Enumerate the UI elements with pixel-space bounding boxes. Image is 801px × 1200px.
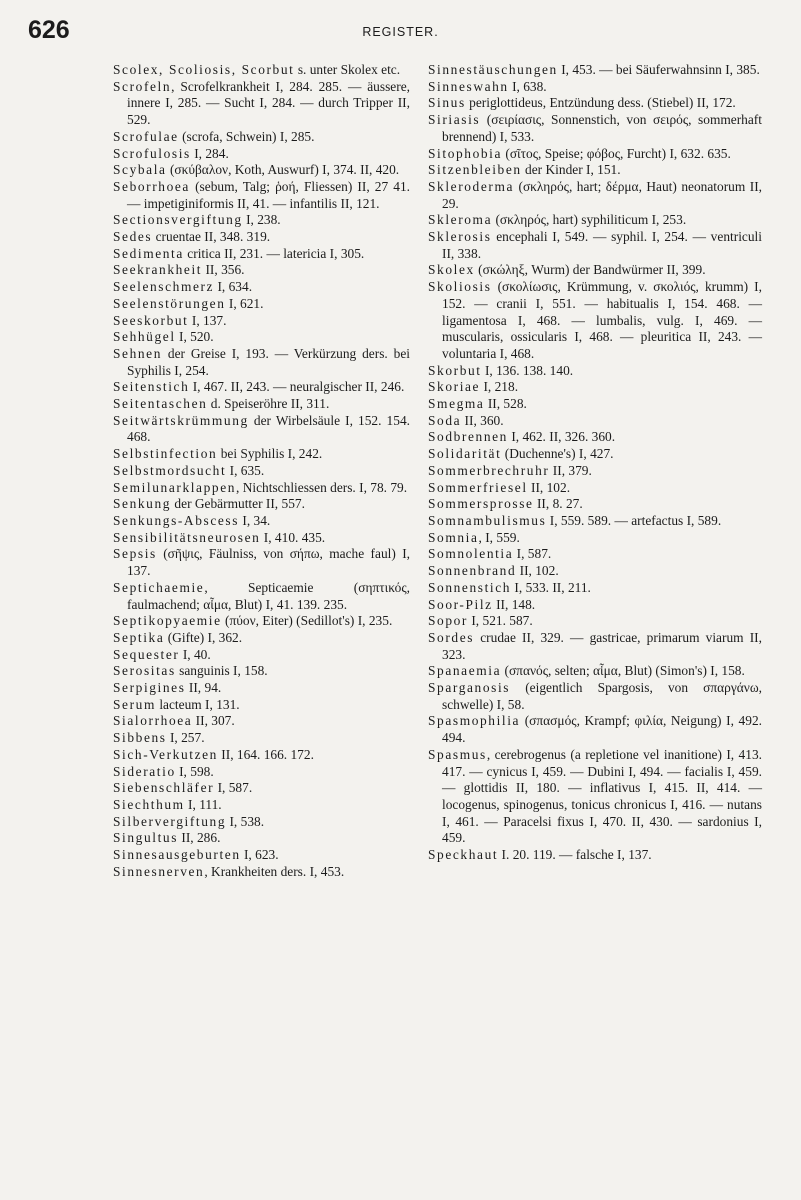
entry-references: (Gifte) I, 362. <box>164 629 243 645</box>
entry-headword: Siriasis <box>428 112 481 128</box>
entry-references: II, 286. <box>178 830 221 846</box>
entry-headword: Scolex, Scoliosis, Scorbut <box>113 62 295 77</box>
entry-headword: Scrofulosis <box>113 145 191 161</box>
index-entry <box>113 797 410 814</box>
entry-headword: Sommerbrechruhr <box>428 462 550 478</box>
entry-headword: Smegma <box>428 396 485 412</box>
index-entry <box>428 580 762 597</box>
entry-headword: Septikopyaemie <box>113 613 222 629</box>
entry-references: cruentae II, 348. 319. <box>152 229 271 245</box>
index-entry <box>428 463 762 480</box>
entry-references: I, 136. 138. 140. <box>481 362 574 378</box>
entry-references: I, 40. <box>179 646 211 662</box>
index-entry <box>428 446 762 463</box>
index-entry <box>113 580 410 613</box>
index-entry <box>113 647 410 664</box>
entry-headword: Sommersprosse <box>428 496 534 512</box>
entry-headword: Sich-Verkutzen <box>113 746 218 762</box>
index-entry <box>113 146 410 163</box>
index-entry <box>428 379 762 396</box>
index-entry <box>113 680 410 697</box>
index-entry <box>113 613 410 630</box>
entry-headword: Seelenstörungen <box>113 295 226 311</box>
entry-references: (σῆψις, Fäulniss, von σήπω, mache faul) I, 137. <box>127 546 410 579</box>
entry-headword: Seitentaschen <box>113 396 208 412</box>
entry-references: I, 638. <box>508 78 547 94</box>
entry-headword: Sparganosis <box>428 680 511 696</box>
entry-references: der Wirbelsäule I, 152. 154. 468. <box>127 412 410 445</box>
entry-references: II, 148. <box>492 596 536 612</box>
entry-headword: Sklerosis <box>428 229 492 245</box>
entry-headword: Sitzenbleiben <box>428 162 522 178</box>
index-entry <box>428 530 762 547</box>
entry-headword: Somnambulismus <box>428 512 547 528</box>
index-entry <box>428 563 762 580</box>
index-entry <box>113 730 410 747</box>
entry-headword: Sensibilitätsneurosen <box>113 529 261 545</box>
index-entry <box>428 396 762 413</box>
entry-references: sanguinis I, 158. <box>175 663 268 679</box>
entry-headword: Sinus <box>428 95 466 111</box>
entry-references: I. 20. 119. — falsche I, 137. <box>498 847 652 863</box>
entry-references: (σειρίασις, Sonnenstich, von σειρός, sommerhaft brennend) I, 533. <box>442 112 762 144</box>
entry-references: I, 587. <box>214 780 253 796</box>
index-entry <box>113 697 410 714</box>
entry-headword: Solidarität <box>428 446 502 462</box>
entry-references: der Gebärmutter II, 557. <box>171 496 305 512</box>
entry-headword: Sinnesausgeburten <box>113 847 241 863</box>
index-entry <box>428 363 762 380</box>
entry-headword: Skleroderma <box>428 178 515 194</box>
index-entry <box>428 279 762 363</box>
index-entry <box>113 663 410 680</box>
entry-references: II, 379. <box>549 462 592 478</box>
entry-references: I, 587. <box>513 546 552 562</box>
index-entry <box>113 713 410 730</box>
entry-references: (σκολίωσις, Krümmung, v. σκολιός, krumm) I, 152. — cranii I, 551. — habitualis I, 154. 468. — ligamentosa I, 468. — lumbalis, vulg. I, 469. — muscularis, ossicularis I, 468. — pleuritica II, 243. — voluntaria I, 468. <box>442 279 762 361</box>
entry-headword: Seitenstich <box>113 379 190 395</box>
entry-headword: Sideratio <box>113 763 176 779</box>
index-entry <box>428 847 762 864</box>
entry-references: , Septicaemie (σηπτικός, faulmachend; αἷμα, Blut) I, 41. 139. 235. <box>127 579 410 612</box>
entry-headword: Sommerfriesel <box>428 479 528 495</box>
index-entry <box>113 496 410 513</box>
entry-references: I, 559. 589. — artefactus I, 589. <box>546 512 722 528</box>
entry-references: der Greise I, 193. — Verkürzung ders. bei Syphilis I, 254. <box>127 345 410 378</box>
entry-headword: Sonnenstich <box>428 579 512 595</box>
entry-headword: Sedimenta <box>113 245 184 261</box>
index-entry <box>428 146 762 163</box>
index-entry <box>113 513 410 530</box>
index-entry <box>113 747 410 764</box>
index-entry <box>113 630 410 647</box>
entry-headword: Siechthum <box>113 796 185 812</box>
index-entry <box>113 814 410 831</box>
entry-headword: Skoliosis <box>428 279 492 295</box>
index-entry <box>113 830 410 847</box>
index-entry <box>428 597 762 614</box>
index-entry <box>113 262 410 279</box>
entry-references: I, 462. II, 326. 360. <box>507 429 616 445</box>
index-entry <box>428 413 762 430</box>
index-entry <box>113 296 410 313</box>
entry-references: II, 94. <box>185 680 222 696</box>
index-entry <box>428 630 762 663</box>
entry-references: I, 257. <box>166 730 205 746</box>
index-entry <box>113 212 410 229</box>
index-entry <box>428 212 762 229</box>
entry-references: I, 635. <box>226 462 265 478</box>
entry-headword: Spasmus <box>428 746 487 762</box>
entry-references: lacteum I, 131. <box>155 696 240 712</box>
entry-references: d. Speiseröhre II, 311. <box>207 396 330 412</box>
entry-references: (σκώληξ, Wurm) der Bandwürmer II, 399. <box>474 262 706 278</box>
index-entry <box>428 513 762 530</box>
index-entry <box>113 79 410 129</box>
index-entry <box>113 229 410 246</box>
entry-references: I, 598. <box>175 763 214 779</box>
entry-headword: Senkung <box>113 496 172 512</box>
entry-references: I, 34. <box>239 512 271 528</box>
entry-references: II, 528. <box>484 396 527 412</box>
entry-headword: Skorbut <box>428 362 482 378</box>
entry-headword: Seborrhoea <box>113 178 190 194</box>
entry-headword: Soda <box>428 412 462 428</box>
index-entry <box>113 179 410 212</box>
index-entry <box>428 480 762 497</box>
index-entry <box>113 313 410 330</box>
entry-references: I, 520. <box>175 329 214 345</box>
entry-references: II, 102. <box>527 479 571 495</box>
entry-headword: Sinnestäuschungen <box>428 62 558 77</box>
entry-references: I, 137. <box>188 312 227 328</box>
entry-headword: Silbervergiftung <box>113 813 227 829</box>
index-entry <box>428 262 762 279</box>
entry-headword: Siebenschläfer <box>113 780 215 796</box>
index-entry <box>428 162 762 179</box>
entry-references: (scrofa, Schwein) I, 285. <box>178 128 315 144</box>
entry-references: II, 8. 27. <box>533 496 583 512</box>
entry-references: I, 533. II, 211. <box>511 579 591 595</box>
entry-references: (σῖτος, Speise; φόβος, Furcht) I, 632. 635. <box>502 145 731 161</box>
index-entry <box>113 546 410 579</box>
index-entry <box>113 764 410 781</box>
index-entry <box>428 429 762 446</box>
index-entry <box>428 229 762 262</box>
entry-references: II, 307. <box>192 713 235 729</box>
entry-headword: Skoriae <box>428 379 481 395</box>
entry-references: , Krankheiten ders. I, 453. <box>204 863 345 879</box>
index-entry <box>113 530 410 547</box>
entry-headword: Sordes <box>428 629 475 645</box>
index-entry <box>113 847 410 864</box>
index-entry <box>113 62 410 79</box>
index-entry <box>113 396 410 413</box>
entry-references: bei Syphilis I, 242. <box>217 446 323 462</box>
index-entry <box>113 864 410 881</box>
entry-headword: Selbstmordsucht <box>113 462 227 478</box>
index-entry <box>428 496 762 513</box>
entry-references: I, 521. 587. <box>468 613 533 629</box>
entry-references: (Duchenne's) I, 427. <box>501 446 614 462</box>
entry-headword: Skolex <box>428 262 475 278</box>
entry-references: I, 623. <box>240 847 279 863</box>
index-entry <box>113 446 410 463</box>
entry-headword: Somnia <box>428 529 479 545</box>
index-entry <box>113 346 410 379</box>
entry-references: (σκληρός, hart) syphiliticum I, 253. <box>492 212 687 228</box>
entry-references: I, 111. <box>184 796 222 812</box>
entry-references: I, 621. <box>225 295 264 311</box>
entry-references: (σκύβαλον, Koth, Auswurf) I, 374. II, 420. <box>166 162 400 178</box>
entry-references: crudae II, 329. — gastricae, primarum viarum II, 323. <box>442 629 762 662</box>
entry-references: , Nichtschliessen ders. I, 78. 79. <box>236 479 408 495</box>
entry-references: II, 102. <box>516 563 559 579</box>
entry-references: , cerebrogenus (a repletione vel inanitione) I, 413. 417. — cynicus I, 459. — Dubini I, 494. — facialis I, 459. — glottidis II, 180. — inflativus I, 415. II, 414. — locogenus, spinogenus, tonicus chronicus I, 416. — nutans I, 461. — Paracelsi fixus I, 470. II, 430. — sardonius I, 459. <box>442 746 762 846</box>
index-entry <box>113 129 410 146</box>
index-entry <box>113 413 410 446</box>
entry-references: encephali I, 549. — syphil. I, 254. — ventriculi II, 338. <box>442 229 762 261</box>
index-entry <box>428 613 762 630</box>
index-column-right <box>428 62 762 864</box>
entry-references: periglottideus, Entzündung dess. (Stiebel) II, 172. <box>465 95 736 111</box>
entry-references: (σπασμός, Krampf; φιλία, Neigung) I, 492. 494. <box>442 713 762 746</box>
index-entry <box>428 663 762 680</box>
entry-references: I, 538. <box>226 813 265 829</box>
entry-references: der Kinder I, 151. <box>521 162 621 178</box>
entry-headword: Scrofulae <box>113 128 179 144</box>
entry-headword: Seekrankheit <box>113 262 203 278</box>
index-entry <box>113 463 410 480</box>
entry-references: (πύον, Eiter) (Sedillot's) I, 235. <box>221 613 393 629</box>
entry-headword: Spasmophilia <box>428 713 521 729</box>
entry-headword: Sibbens <box>113 730 167 746</box>
entry-references: I, 410. 435. <box>260 529 326 545</box>
entry-headword: Seeskorbut <box>113 312 189 328</box>
entry-headword: Speckhaut <box>428 847 499 863</box>
entry-headword: Singultus <box>113 830 179 846</box>
entry-references: , Scrofelkrankheit I, 284. 285. — äussere, innere I, 285. — Sucht I, 284. — durch Tripper II, 529. <box>127 78 410 128</box>
index-entry <box>428 62 762 79</box>
index-entry <box>113 780 410 797</box>
entry-headword: Sinnesnerven <box>113 863 205 879</box>
entry-headword: Sinneswahn <box>428 78 509 94</box>
entry-headword: Sopor <box>428 613 468 629</box>
entry-headword: Serpigines <box>113 680 186 696</box>
entry-headword: Selbstinfection <box>113 446 218 462</box>
index-entry <box>428 95 762 112</box>
index-entry <box>113 329 410 346</box>
entry-headword: Seitwärtskrümmung <box>113 412 249 428</box>
index-entry <box>113 379 410 396</box>
entry-references: (sebum, Talg; ῥοή, Fliessen) II, 27 41. — impetiginiformis II, 41. — infantilis II, 121. <box>127 178 410 211</box>
entry-headword: Scrofeln <box>113 78 172 94</box>
entry-references: II, 356. <box>202 262 245 278</box>
index-entry <box>428 713 762 746</box>
index-column-left <box>113 62 410 880</box>
entry-headword: Sitophobia <box>428 145 503 161</box>
entry-headword: Semilunarklappen <box>113 479 237 495</box>
entry-references: (σκληρός, hart; δέρμα, Haut) neonatorum II, 29. <box>442 178 762 211</box>
index-entry <box>428 79 762 96</box>
entry-headword: Somnolentia <box>428 546 514 562</box>
index-entry <box>113 480 410 497</box>
index-entry <box>428 112 762 145</box>
entry-references: II, 360. <box>461 412 504 428</box>
entry-headword: Sialorrhoea <box>113 713 193 729</box>
entry-headword: Skleroma <box>428 212 493 228</box>
index-entry <box>428 546 762 563</box>
entry-references: , I, 559. <box>478 529 520 545</box>
entry-headword: Sehhügel <box>113 329 176 345</box>
entry-headword: Sepsis <box>113 546 157 562</box>
entry-headword: Serositas <box>113 663 176 679</box>
entry-references: I, 238. <box>242 212 281 228</box>
entry-headword: Sehnen <box>113 345 163 361</box>
page-number: 626 <box>28 16 70 44</box>
entry-headword: Scybala <box>113 162 167 178</box>
index-entry <box>428 179 762 212</box>
entry-references: (σπανός, selten; αἷμα, Blut) (Simon's) I, 158. <box>501 663 745 679</box>
index-entry <box>428 680 762 713</box>
running-head: REGISTER. <box>362 25 439 39</box>
entry-references: I, 284. <box>190 145 229 161</box>
entry-headword: Serum <box>113 696 156 712</box>
entry-headword: Sodbrennen <box>428 429 508 445</box>
entry-headword: Soor-Pilz <box>428 596 493 612</box>
entry-headword: Sonnenbrand <box>428 563 517 579</box>
entry-headword: Senkungs-Abscess <box>113 512 240 528</box>
entry-headword: Septika <box>113 629 165 645</box>
entry-references: critica II, 231. — latericia I, 305. <box>183 245 365 261</box>
entry-references: (eigentlich Spargosis, von σπαργάνω, schwelle) I, 58. <box>442 680 762 712</box>
index-entry <box>113 246 410 263</box>
entry-headword: Seelenschmerz <box>113 279 215 295</box>
entry-references: II, 164. 166. 172. <box>217 746 314 762</box>
entry-headword: Septichaemie <box>113 579 205 595</box>
entry-references: s. unter Skolex etc. <box>294 62 401 77</box>
entry-headword: Sectionsvergiftung <box>113 212 243 228</box>
entry-headword: Sedes <box>113 229 153 245</box>
index-entry <box>113 162 410 179</box>
index-entry <box>113 279 410 296</box>
entry-references: I, 467. II, 243. — neuralgischer II, 246. <box>189 379 405 395</box>
entry-headword: Spanaemia <box>428 663 502 679</box>
entry-headword: Sequester <box>113 646 180 662</box>
entry-references: I, 634. <box>214 279 253 295</box>
entry-references: I, 218. <box>480 379 519 395</box>
entry-references: I, 453. — bei Säuferwahnsinn I, 385. <box>557 62 760 77</box>
index-entry <box>428 747 762 847</box>
